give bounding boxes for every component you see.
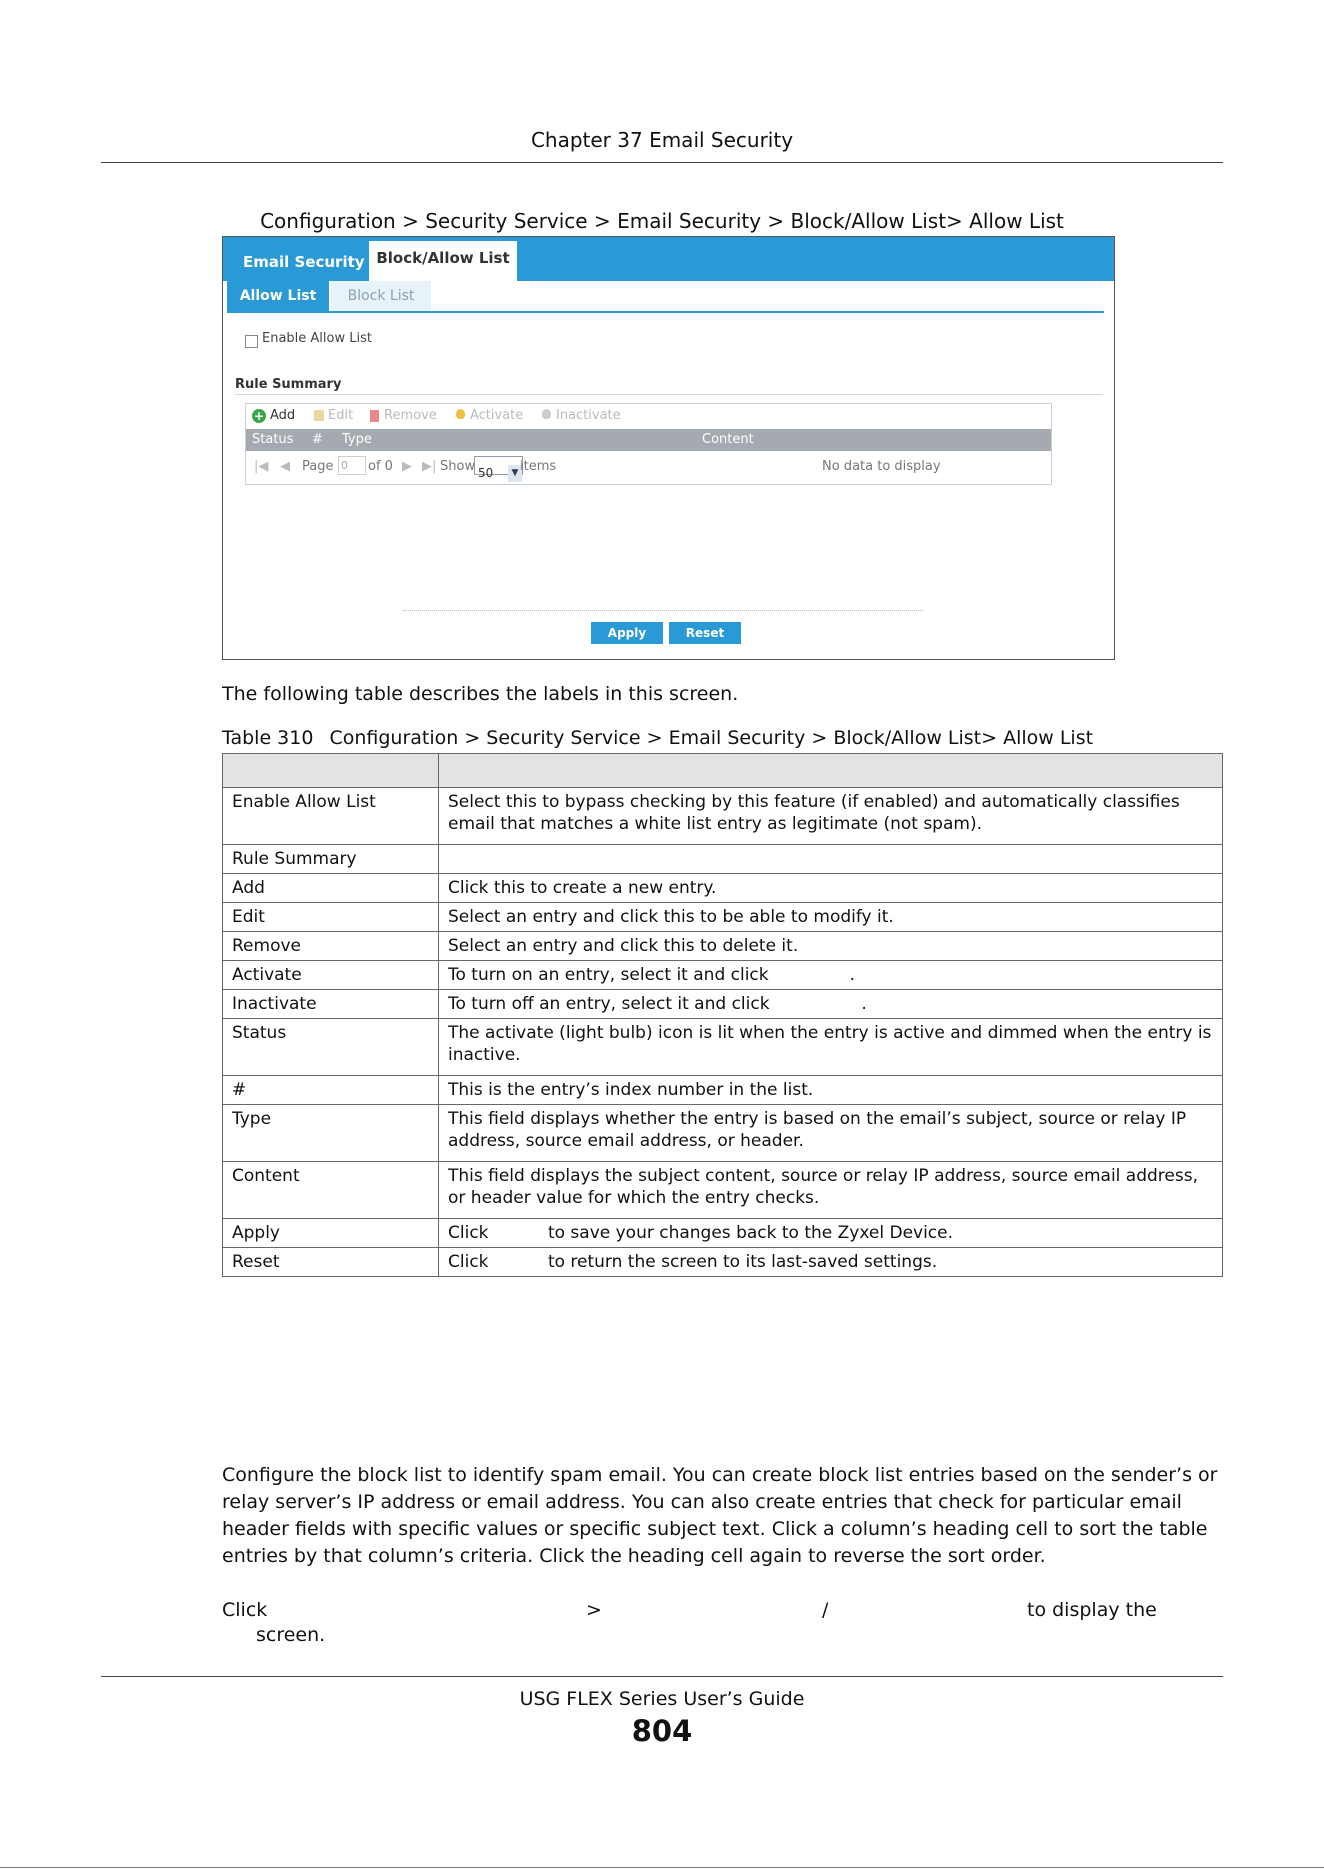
show-label: Show [440,459,476,474]
trash-icon [370,410,379,422]
apply-button[interactable]: Apply [591,622,663,644]
subtab-block-list[interactable]: Block List [331,281,431,311]
row-description: Select this to bypass checking by this feature (if enabled) and automatically classifies email that matches a white list entry as legitimate (not spam). [439,788,1223,845]
col-type[interactable]: Type [342,432,372,447]
table-number: Table 310 [222,727,314,749]
row-description: The activate (light bulb) icon is lit when the entry is active and dimmed when the entry is inactive. [439,1019,1223,1076]
col-index[interactable]: # [312,432,323,447]
enable-allow-list-label: Enable Allow List [262,331,372,346]
row-description [439,845,1223,874]
row-label: Rule Summary [223,845,439,874]
table-row [223,1019,1223,1076]
subtab-underline [227,311,1104,313]
edit-button[interactable]: Edit [328,408,354,423]
row-description: To turn off an entry, select it and click . [439,990,1223,1019]
row-label: Activate [223,961,439,990]
bottom-border [0,1867,1324,1868]
header-cell-label [223,754,439,788]
table-row [223,1248,1223,1277]
table-row [223,874,1223,903]
row-label: Content [223,1162,439,1219]
page-number: 804 [631,1714,693,1748]
guide-title: USG FLEX Series User’s Guide [519,1688,805,1710]
lightbulb-on-icon [456,409,465,419]
grid-toolbar [246,404,1051,428]
table-row [223,1076,1223,1105]
table-caption [222,727,1093,749]
table-row [223,845,1223,874]
click-word: Click [222,1599,268,1621]
items-label: items [520,459,557,474]
rule-summary-divider [235,394,1103,395]
table-row [223,903,1223,932]
col-status[interactable]: Status [252,432,294,447]
row-description: This field displays the subject content, source or relay IP address, source email address, or header value for which the entry checks. [439,1162,1223,1219]
row-label: Reset [223,1248,439,1277]
row-description: Click to save your changes back to the Zyxel Device. [439,1219,1223,1248]
row-label: Enable Allow List [223,788,439,845]
screenshot-frame [222,236,1115,660]
row-label: Inactivate [223,990,439,1019]
enable-allow-list-checkbox[interactable] [245,335,258,348]
tab-email-security[interactable]: Email Security [243,253,365,271]
page-count: of 0 [368,459,393,474]
table-row [223,990,1223,1019]
block-list-paragraph: Configure the block list to identify spam email. You can create block list entries based on the sender’s or relay server’s IP address or email address. You can also create entries that check for particular email header fields with specific values or specific subject text. Click a column’s heading cell to sort the table entries by that column’s criteria. Click the heading cell again to reverse the sort order. [222,1464,1218,1567]
col-content[interactable]: Content [702,432,754,447]
row-description: This field displays whether the entry is based on the email’s subject, source or relay IP address, source email address, or header. [439,1105,1223,1162]
lightbulb-off-icon [542,409,551,419]
chevron-down-icon: ▼ [508,465,522,482]
next-page-icon[interactable]: ▶ [402,459,412,474]
table-row [223,961,1223,990]
table-row [223,1162,1223,1219]
rule-summary-title: Rule Summary [235,377,342,392]
row-label: Type [223,1105,439,1162]
row-label: Apply [223,1219,439,1248]
navigation-instruction [222,1599,1223,1626]
instruction-next-line: screen. [256,1624,326,1646]
instruction-tail: to display the [1027,1599,1157,1621]
row-description: To turn on an entry, select it and click . [439,961,1223,990]
row-label: Edit [223,903,439,932]
table-row [223,932,1223,961]
edit-icon [314,410,324,421]
label-description-table [222,753,1223,1277]
top-tab-bar [223,237,1114,281]
remove-button[interactable]: Remove [384,408,437,423]
intro-text: The following table describes the labels in this screen. [222,683,739,705]
prev-page-icon[interactable]: ◀ [280,459,290,474]
row-description: This is the entry’s index number in the list. [439,1076,1223,1105]
last-page-icon[interactable]: ▶| [422,459,437,474]
table-row [223,1105,1223,1162]
row-description: Select an entry and click this to be able to modify it. [439,903,1223,932]
page-input[interactable]: 0 [338,456,366,475]
table-header-row [223,754,1223,788]
page-size-value: 50 [478,466,494,480]
reset-button[interactable]: Reset [669,622,741,644]
figure-caption: Configuration > Security Service > Email Security > Block/Allow List> Allow List [260,209,1064,233]
grid-header [246,429,1051,451]
button-divider [403,610,923,611]
path-slash: / [822,1599,829,1621]
rule-grid [245,403,1052,485]
table-title: Configuration > Security Service > Email Security > Block/Allow List> Allow List [329,727,1094,749]
add-button[interactable]: Add [270,408,296,423]
row-description: Click to return the screen to its last-saved settings. [439,1248,1223,1277]
subtab-allow-list[interactable]: Allow List [227,281,329,311]
row-label: Add [223,874,439,903]
tab-block-allow-list[interactable]: Block/Allow List [369,241,517,281]
inactivate-button[interactable]: Inactivate [556,408,621,423]
grid-pager [246,451,1051,481]
table-row [223,1219,1223,1248]
table-row [223,788,1223,845]
page-size-select[interactable] [474,456,523,480]
empty-grid-text: No data to display [822,459,941,474]
header-divider [101,162,1223,163]
page-label: Page [302,459,334,474]
chapter-header: Chapter 37 Email Security [530,128,794,152]
header-cell-description [439,754,1223,788]
row-label: Remove [223,932,439,961]
row-description: Click this to create a new entry. [439,874,1223,903]
footer-divider [101,1676,1223,1677]
row-label: # [223,1076,439,1105]
row-description: Select an entry and click this to delete it. [439,932,1223,961]
activate-button[interactable]: Activate [470,408,524,423]
first-page-icon[interactable]: |◀ [254,459,269,474]
path-separator: > [586,1599,602,1621]
row-label: Status [223,1019,439,1076]
add-icon: + [253,409,265,423]
